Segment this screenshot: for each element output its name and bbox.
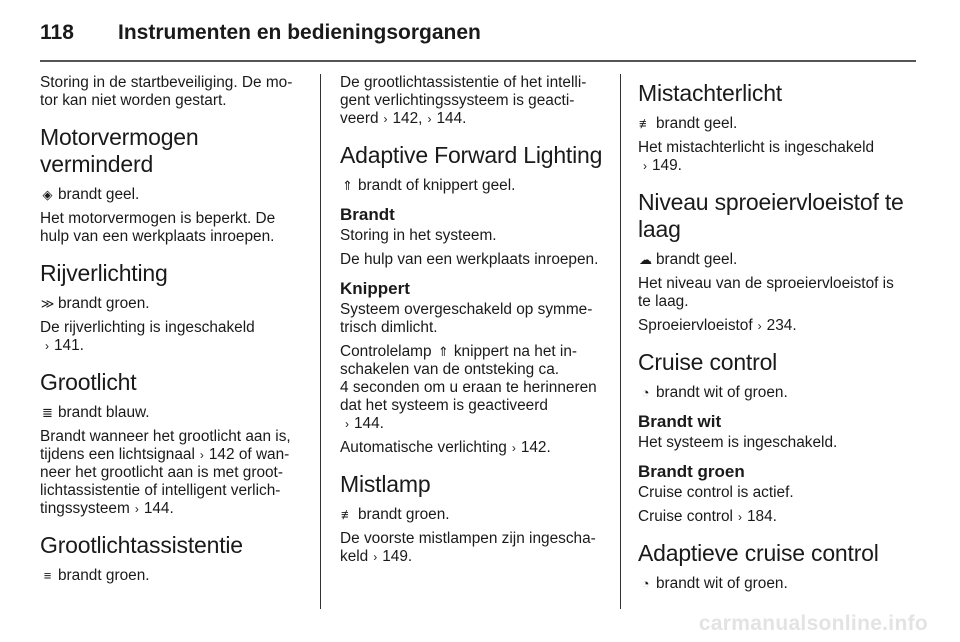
- paragraph: De grootlichtassistentie of het intelli- gent verlichtingssysteem is geacti- veerd › 142, › 144.: [340, 74, 587, 127]
- high-beam-icon: ≣: [42, 405, 53, 420]
- paragraph: Brandt wanneer het grootlicht aan is, tijdens een lichtsignaal › 142 of wan- neer het grootlicht aan is met groot- lichtassistentie of intelligent verlich- tingssysteem › 144.: [40, 428, 291, 517]
- page-title: Instrumenten en bedieningsorganen: [118, 21, 481, 44]
- status-line: ☁ brandt geel.: [639, 251, 738, 268]
- status-line: ◔ brandt wit of groen.: [638, 575, 906, 593]
- page-number: 118: [40, 21, 74, 44]
- column-1: [40, 74, 304, 591]
- page-header: [40, 18, 481, 48]
- subheading-brandt: Brandt: [340, 205, 395, 224]
- page-ref[interactable]: 142 of wan-: [208, 446, 290, 463]
- page-ref[interactable]: 142,: [392, 110, 423, 127]
- paragraph: Het niveau van de sproeiervloeistof is te laag.: [638, 275, 894, 310]
- paragraph: Cruise control › 184.: [638, 508, 777, 525]
- status-line: ≣ brandt blauw.: [40, 404, 304, 422]
- afl-icon: ⇑: [437, 344, 449, 359]
- page-ref[interactable]: 142.: [520, 439, 551, 456]
- ref-arrow-icon: ›: [383, 112, 388, 126]
- section-heading-rijverlichting: Rijverlichting: [40, 260, 168, 286]
- paragraph: Sproeiervloeistof › 234.: [638, 317, 797, 334]
- section-heading-grootlichtassistentie: Grootlichtassistentie: [40, 532, 243, 558]
- section-heading-grootlicht: Grootlicht: [40, 369, 137, 395]
- ref-arrow-icon: ›: [373, 550, 378, 564]
- paragraph: Cruise control is actief.: [638, 484, 794, 501]
- section-heading-sproeiervloeistof: Niveau sproeiervloeistof te laag: [638, 189, 904, 242]
- ref-arrow-icon: ›: [345, 417, 349, 431]
- column-divider-1: [320, 74, 321, 609]
- paragraph: De hulp van een werkplaats inroepen.: [340, 251, 599, 268]
- status-line: ≡ brandt groen.: [40, 567, 304, 585]
- paragraph: Het motorvermogen is beperkt. De hulp van een werkplaats inroepen.: [40, 210, 276, 245]
- ref-arrow-icon: ›: [643, 159, 647, 173]
- paragraph: Het systeem is ingeschakeld.: [638, 434, 838, 451]
- low-beam-icon: ≫: [40, 296, 55, 311]
- status-line: ◈ brandt geel.: [40, 186, 304, 204]
- paragraph: De rijverlichting is ingeschakeld › 141.: [40, 319, 255, 354]
- paragraph: De voorste mistlampen zijn ingescha- keld › 149.: [340, 530, 596, 565]
- page-ref[interactable]: 141.: [54, 337, 84, 354]
- column-divider-2: [620, 74, 621, 609]
- subheading-knippert: Knippert: [340, 279, 410, 298]
- status-line: ≫ brandt groen.: [40, 295, 150, 312]
- page-ref[interactable]: 234.: [766, 317, 797, 334]
- section-heading-mistlamp: Mistlamp: [340, 471, 431, 497]
- page-ref[interactable]: 149.: [382, 548, 413, 565]
- paragraph: Storing in de startbeveiliging. De mo- tor kan niet worden gestart.: [40, 74, 293, 109]
- section-heading-mistachterlicht: Mistachterlicht: [638, 80, 782, 106]
- ref-arrow-icon: ›: [757, 319, 762, 333]
- section-heading-motorvermogen: Motorvermogen verminderd: [40, 124, 199, 177]
- section-heading-adaptieve-cruise-control: Adaptieve cruise control: [638, 540, 879, 566]
- front-fog-icon: ≢: [341, 507, 354, 522]
- page-ref[interactable]: 144.: [354, 415, 384, 432]
- afl-icon: ⇑: [342, 178, 353, 193]
- paragraph: Automatische verlichting › 142.: [340, 439, 551, 456]
- engine-icon: ◈: [42, 187, 53, 202]
- rear-fog-icon: ≢: [639, 116, 652, 131]
- section-heading-cruise-control: Cruise control: [638, 349, 778, 375]
- ref-arrow-icon: ›: [199, 448, 204, 462]
- paragraph: Het mistachterlicht is ingeschakeld › 149.: [638, 139, 875, 174]
- subheading-brandt-groen: Brandt groen: [638, 462, 745, 481]
- header-rule: [40, 60, 916, 62]
- adaptive-cruise-icon: ◔: [641, 576, 650, 591]
- paragraph: Controlelamp ⇑ knippert na het in- schakelen van de ontsteking ca. 4 seconden om u eraan te herinneren dat het systeem is geactiveerd › 144.: [340, 343, 597, 432]
- ref-arrow-icon: ›: [427, 112, 432, 126]
- washer-fluid-icon: ☁: [639, 252, 652, 267]
- page-ref[interactable]: 184.: [746, 508, 777, 525]
- ref-arrow-icon: ›: [134, 502, 139, 516]
- column-2: [340, 74, 605, 572]
- high-beam-assist-icon: ≡: [43, 568, 52, 583]
- page-ref[interactable]: 149.: [652, 157, 682, 174]
- watermark: carmanualsonline.info: [698, 612, 928, 635]
- ref-arrow-icon: ›: [511, 441, 516, 455]
- subheading-brandt-wit: Brandt wit: [638, 412, 722, 431]
- cruise-control-icon: ◔: [641, 385, 650, 400]
- page-ref[interactable]: 144.: [143, 500, 174, 517]
- paragraph: Storing in het systeem.: [340, 227, 497, 244]
- status-line: ≢ brandt groen.: [341, 506, 450, 523]
- section-heading-afl: Adaptive Forward Lighting: [340, 142, 603, 168]
- status-line: ⇑ brandt of knippert geel.: [340, 177, 605, 195]
- column-3: [638, 74, 906, 599]
- status-line: ≢ brandt geel.: [639, 115, 738, 132]
- status-line: ◔ brandt wit of groen.: [638, 384, 906, 402]
- paragraph: Systeem overgeschakeld op symme- trisch dimlicht.: [340, 301, 593, 336]
- ref-arrow-icon: ›: [45, 339, 49, 353]
- ref-arrow-icon: ›: [737, 510, 742, 524]
- page-ref[interactable]: 144.: [436, 110, 467, 127]
